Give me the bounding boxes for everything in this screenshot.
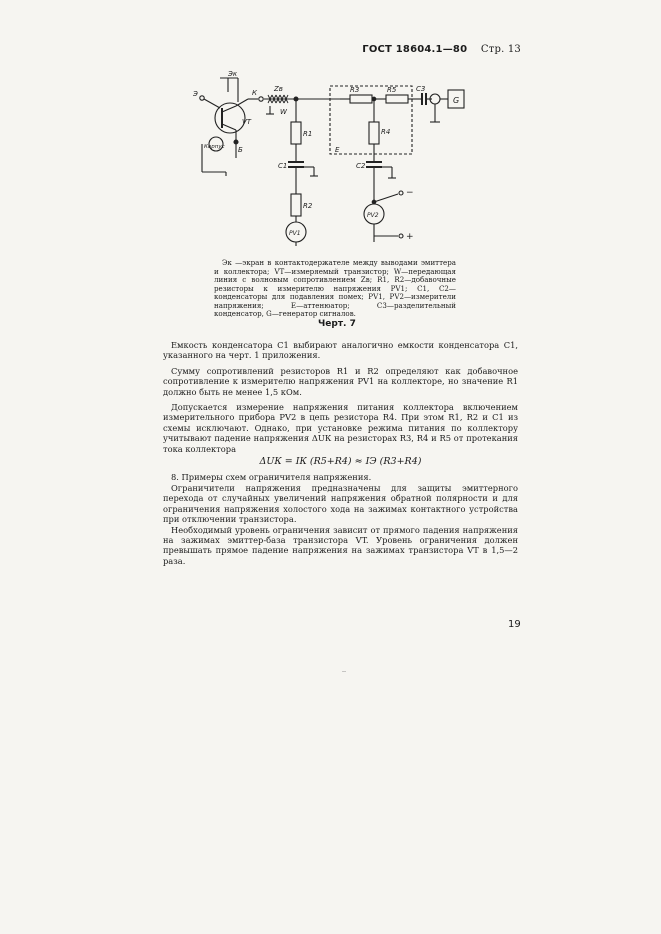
standard-number: ГОСТ 18604.1—80 <box>362 44 468 55</box>
label-g: G <box>453 96 460 105</box>
body-text <box>163 340 518 566</box>
label-minus: − <box>406 188 414 198</box>
figure-legend <box>214 259 456 319</box>
paragraph-capacitor: Емкость конденсатора C1 выбирают аналогично емкости конденсатора C1, указанного на черт. 1 приложения. <box>163 340 518 361</box>
label-r4: R4 <box>381 128 391 136</box>
figure-caption: Черт. 7 <box>318 319 356 329</box>
label-c3: C3 <box>416 85 426 93</box>
label-vt: VT <box>242 118 252 126</box>
label-k: К <box>252 89 257 97</box>
paragraph-supply-voltage: Допускается измерение напряжения питания коллектора включением измерительного прибора PV2 в цепь резистора R4. При этом R1, R2 и C1 из схемы исключают. Однако, при установке режима питания по коллектору учитывают падение напряжения ΔUК на резисторах R3, R4 и R5 от протекания тока коллектора <box>163 402 518 454</box>
page-header <box>362 44 521 55</box>
label-e: E <box>335 146 340 154</box>
page-number: 19 <box>508 619 521 630</box>
label-ek: Эк <box>228 70 238 78</box>
label-b: Б <box>238 146 243 154</box>
paragraph-resistors: Сумму сопротивлений резисторов R1 и R2 определяют как добавочное сопротивление к измерителю напряжения PV1 на коллекторе, но значение R1 должно быть не менее 1,5 кОм. <box>163 365 518 397</box>
header-page: Стр. 13 <box>480 44 521 55</box>
label-zv: Zв <box>274 85 283 93</box>
label-r3: R3 <box>350 86 360 94</box>
section-heading: 8. Примеры схем ограничителя напряжения. <box>171 472 372 483</box>
label-w: W <box>280 108 287 116</box>
label-pv2: PV2 <box>367 212 379 219</box>
legend-text: Эк —экран в контактодержателе между выводами эмиттера и коллектора; VT—измеряемый транзистор; W—передающая линия с волновым сопротивлением Zв; R1, R2—добавочные резисторы к измерителю напряжения PV1; C1, C2—конденсаторы для подавления помех; PV1, PV2—измерители напряжения; E—аттенюатор; C3—разделительный конденсатор, G—генератор сигналов. <box>214 258 456 318</box>
label-r2: R2 <box>303 202 313 210</box>
paragraph-limit-level: Необходимый уровень ограничения зависит от прямого падения напряжения на зажимах эмиттер-база транзистора VT. Уровень ограничения должен превышать прямое падение напряжения на зажимах транзистора VT в 1,5—2 раза. <box>163 524 518 566</box>
formula: ΔUК = IК (R5+R4) ≈ IЭ (R3+R4) <box>259 456 422 468</box>
label-c1: C1 <box>278 162 288 170</box>
label-pv1: PV1 <box>289 230 301 237</box>
footer-mark: -- <box>342 668 347 675</box>
label-r5: R5 <box>387 86 397 94</box>
label-c2: C2 <box>356 162 366 170</box>
label-r1: R1 <box>303 130 313 138</box>
circuit-diagram <box>190 66 470 246</box>
label-emitter: Э <box>193 90 198 98</box>
label-plus: + <box>406 232 414 242</box>
label-body: Корпус <box>204 144 225 150</box>
paragraph-limiters: Ограничители напряжения предназначены для защиты эмиттерного перехода от случайных увеличений напряжения обратной полярности и для ограничения напряжения холостого хода на зажимах контактного устройства при отключении транзистора. <box>163 482 518 525</box>
